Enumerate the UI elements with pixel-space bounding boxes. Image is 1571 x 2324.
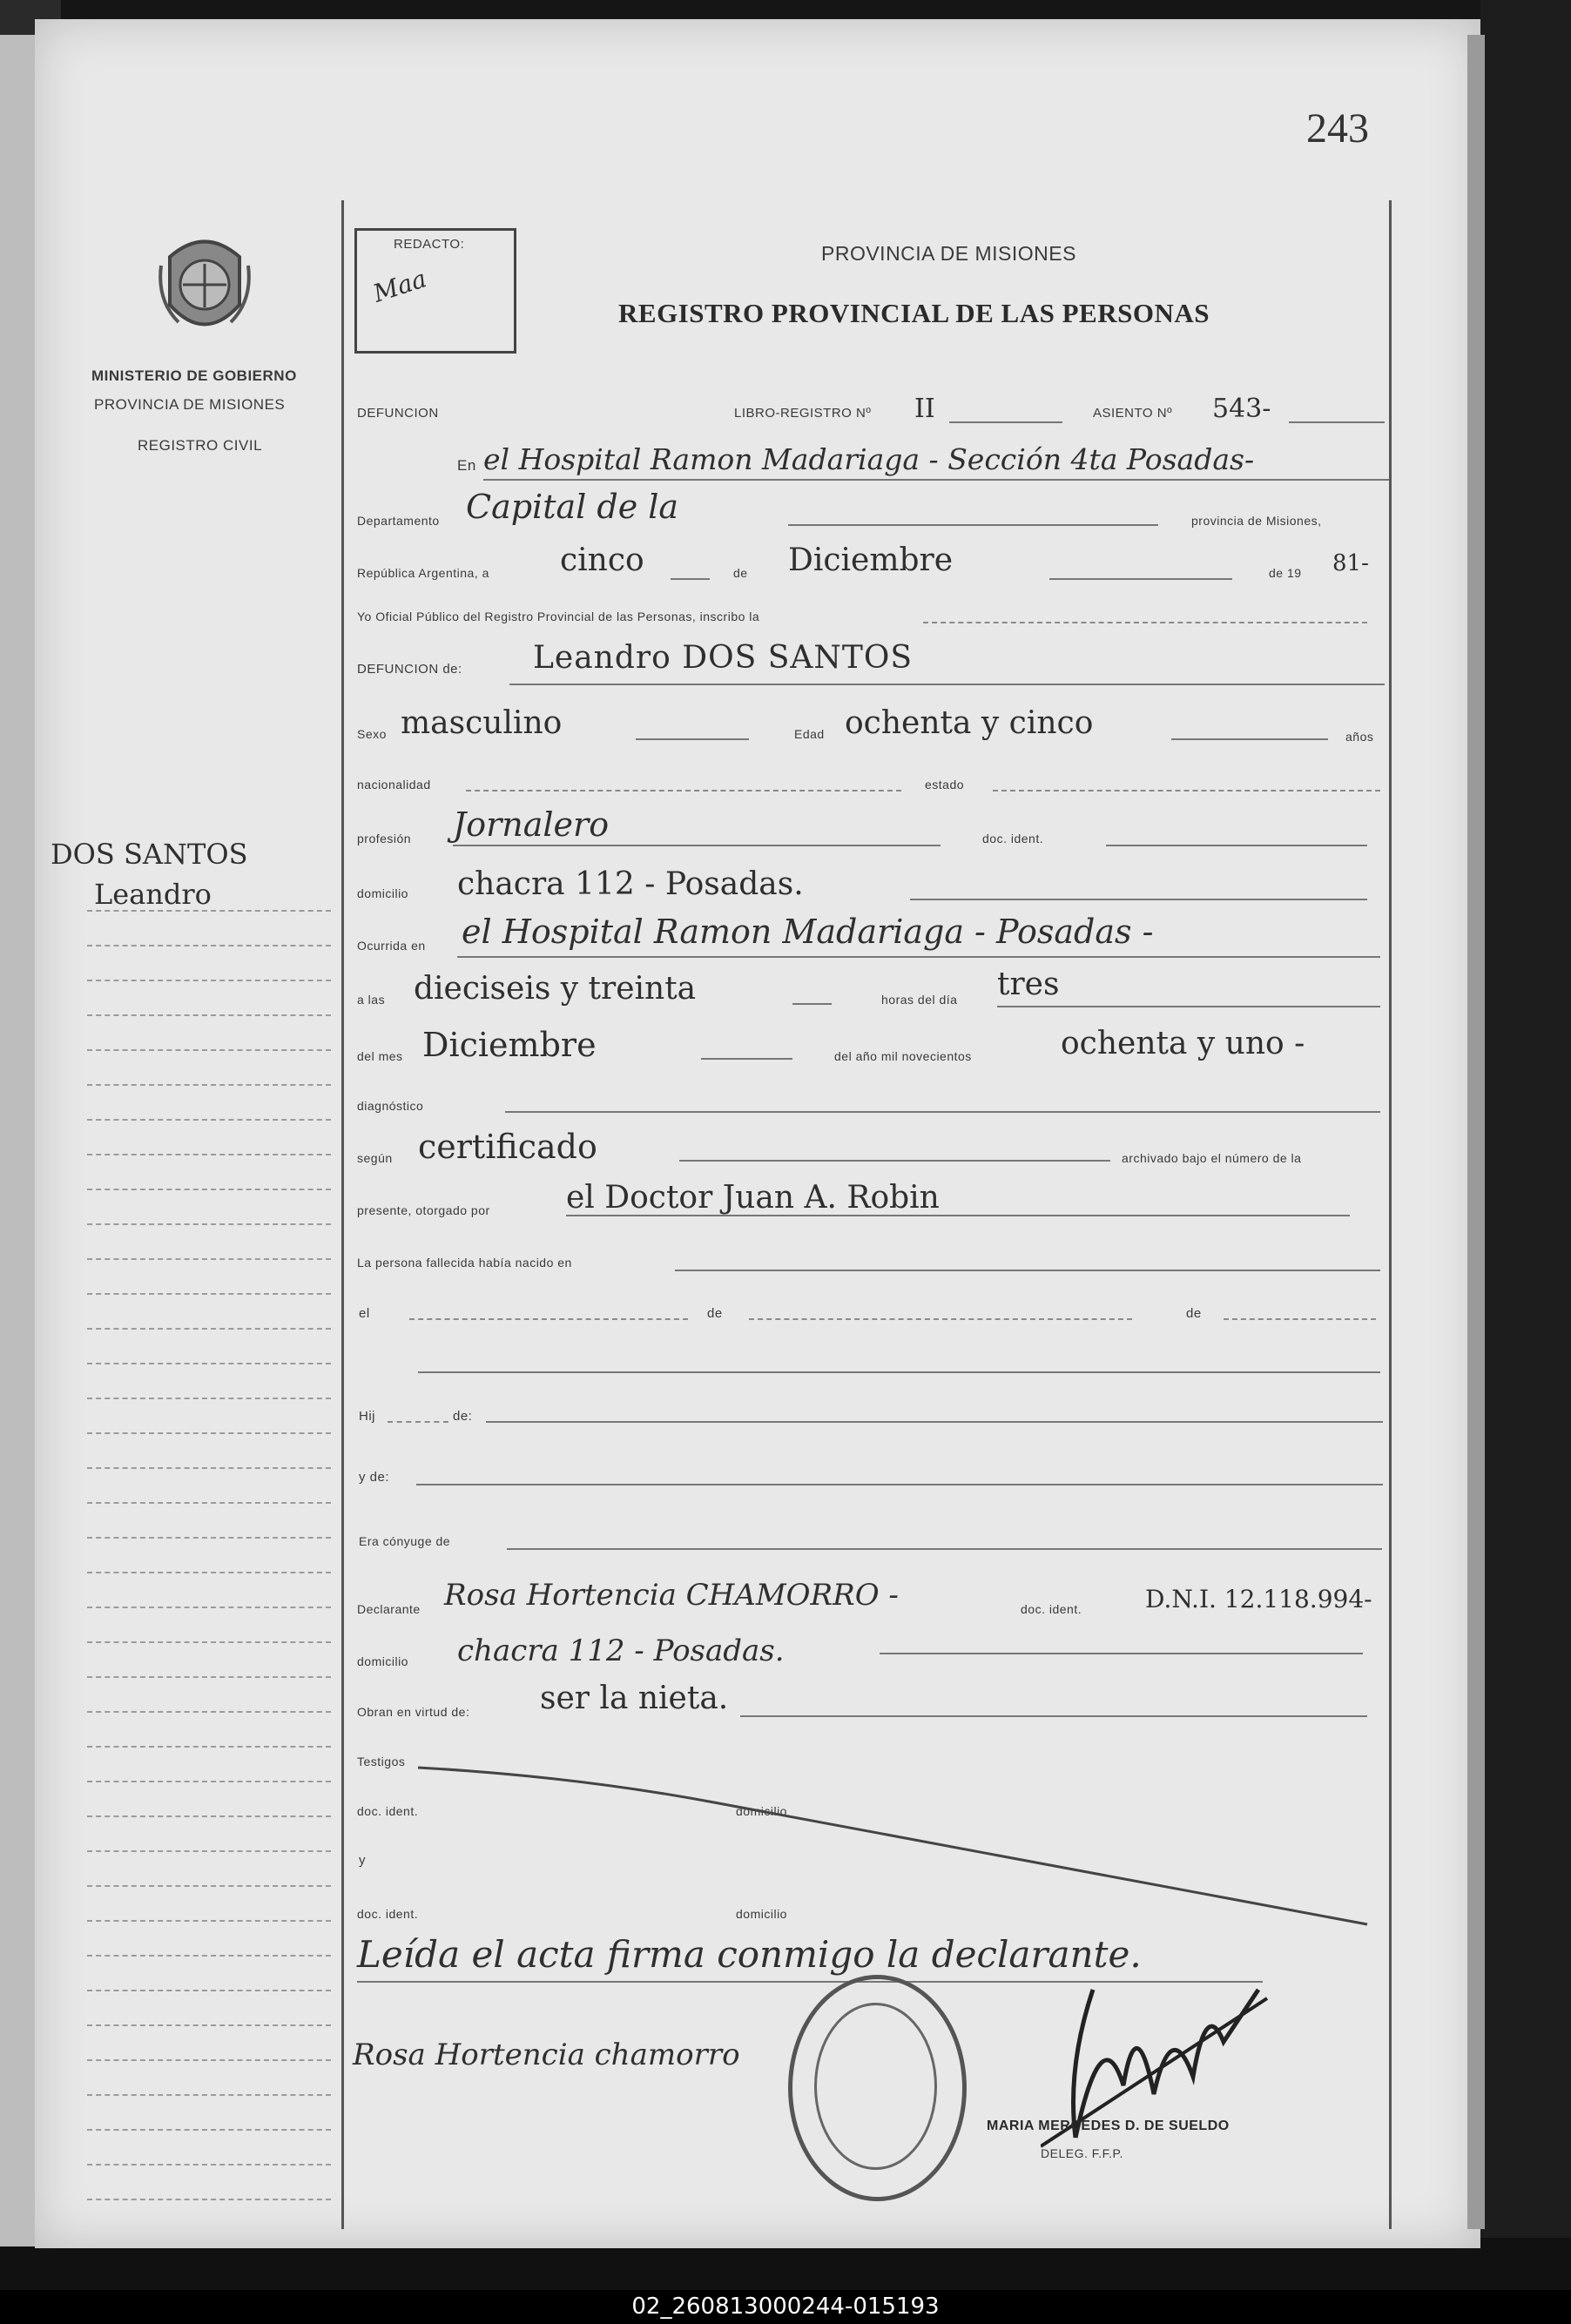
margin-rule [87, 1432, 331, 1434]
sexo-rule [636, 738, 749, 740]
domicilio-rule [910, 899, 1367, 900]
margin-rule [87, 1258, 331, 1260]
anio-label: del año mil novecientos [834, 1049, 972, 1063]
margin-rule [87, 1293, 331, 1295]
obran-label: Obran en virtud de: [357, 1705, 470, 1719]
profesion-label: profesión [357, 832, 412, 845]
en-rule [483, 479, 1389, 481]
officer-name: MARIA MERCEDES D. DE SUELDO [987, 2119, 1230, 2133]
redacto-initials: Maa [369, 264, 430, 308]
dia-rule [671, 578, 710, 580]
margin-rule [87, 980, 331, 981]
sheet-edge [1467, 35, 1485, 2229]
de2-label: de [707, 1306, 723, 1321]
deceased-name: Leandro DOS SANTOS [533, 640, 914, 676]
profesion-rule [453, 845, 941, 846]
margin-rule [87, 945, 331, 946]
edad-label: Edad [794, 727, 825, 741]
de2-rule [749, 1318, 1132, 1320]
record-type-label: DEFUNCION [357, 406, 439, 421]
margin-rule [87, 1502, 331, 1504]
libro-value: II [914, 394, 935, 424]
dia2-rule [997, 1006, 1380, 1007]
edad-rule [1171, 738, 1328, 740]
image-id-label: 02_260813000244-015193 [0, 2290, 1571, 2324]
officer-title: DELEG. F.F.P. [1041, 2146, 1123, 2160]
province-header: PROVINCIA DE MISIONES [821, 242, 1076, 265]
de-label: de [733, 566, 748, 580]
departamento-label: Departamento [357, 514, 440, 528]
obran-value: ser la nieta. [540, 1681, 729, 1716]
de3-label: de [1186, 1306, 1202, 1321]
nacido-label: La persona fallecida había nacido en [357, 1256, 572, 1270]
margin-rule [87, 1607, 331, 1608]
asiento-value: 543- [1212, 394, 1271, 424]
declarante-label: Declarante [357, 1602, 421, 1616]
margin-rule [87, 1781, 331, 1782]
el-label: el [359, 1306, 370, 1321]
coat-of-arms-icon [157, 231, 253, 344]
asiento-rule [1289, 421, 1385, 423]
hij-rule [388, 1421, 448, 1423]
anio2-value: ochenta y uno - [1061, 1026, 1305, 1061]
ocurrida-value: el Hospital Ramon Madariaga - Posadas - [462, 913, 1154, 951]
mes-rule [1049, 578, 1232, 580]
ocurrida-label: Ocurrida en [357, 939, 426, 953]
presente-value: el Doctor Juan A. Robin [566, 1180, 940, 1216]
doc-ident2-label: doc. ident. [1021, 1602, 1082, 1616]
name-rule [509, 684, 1385, 685]
en-label: En [457, 457, 476, 474]
page-number: 243 [1306, 105, 1369, 152]
profesion-value: Jornalero [453, 805, 610, 844]
horas-value: dieciseis y treinta [414, 971, 697, 1007]
margin-rule [87, 1746, 331, 1748]
registry-seal-inner [814, 2003, 937, 2170]
margin-rule [87, 2164, 331, 2166]
margin-rule [87, 1398, 331, 1399]
margin-rule [87, 1850, 331, 1852]
domicilio2-label: domicilio [357, 1654, 408, 1668]
province-name-left: PROVINCIA DE MISIONES [94, 396, 286, 413]
el-rule [409, 1318, 688, 1320]
margin-rule [87, 1885, 331, 1887]
scan-background-right [1480, 0, 1571, 2324]
segun-label: según [357, 1151, 393, 1165]
segun-rule [679, 1160, 1110, 1162]
domicilio3-label: domicilio [736, 1804, 787, 1818]
sexo-value: masculino [401, 705, 563, 741]
margin-rule [87, 2024, 331, 2026]
hij-label: Hij [359, 1409, 375, 1424]
de3-rule [1224, 1318, 1376, 1320]
redacto-label: REDACTO: [394, 237, 465, 252]
defuncion-de-label: DEFUNCION de: [357, 662, 462, 677]
margin-rule [87, 910, 331, 912]
delmes-label: del mes [357, 1049, 403, 1063]
presente-label: presente, otorgado por [357, 1203, 490, 1217]
margin-rule [87, 1189, 331, 1190]
margin-rule [87, 1014, 331, 1016]
libro-rule [949, 421, 1062, 423]
doc-ident4-label: doc. ident. [357, 1907, 419, 1921]
domicilio4-label: domicilio [736, 1907, 787, 1921]
mes2-value: Diciembre [422, 1026, 597, 1064]
anos-label: años [1345, 730, 1374, 744]
margin-rule [87, 1154, 331, 1155]
domicilio-value: chacra 112 - Posadas. [457, 866, 804, 902]
ocurrida-rule [457, 956, 1380, 958]
margin-rule [87, 2059, 331, 2061]
estado-label: estado [925, 778, 965, 792]
leida-text: Leída el acta firma conmigo la declarante. [357, 1933, 1142, 1976]
margin-rule [87, 1815, 331, 1817]
birth-extra-rule [418, 1371, 1380, 1373]
margin-rule [87, 2094, 331, 2096]
anio-value: 81- [1332, 550, 1369, 576]
margin-note-surname: DOS SANTOS [51, 838, 248, 871]
horas-rule [792, 1003, 832, 1005]
y-label: y [359, 1853, 366, 1868]
margin-rule [87, 1955, 331, 1957]
conyuge-label: Era cónyuge de [359, 1534, 451, 1548]
provincia-label: provincia de Misiones, [1191, 514, 1322, 528]
ministry-name: MINISTERIO DE GOBIERNO [91, 367, 297, 384]
margin-rule [87, 1084, 331, 1086]
dia2-value: tres [997, 967, 1060, 1002]
diagnostico-label: diagnóstico [357, 1099, 424, 1113]
domicilio-label: domicilio [357, 886, 408, 900]
margin-rule [87, 1223, 331, 1225]
diagnostico-rule [505, 1111, 1380, 1113]
domicilio2-value: chacra 112 - Posadas. [457, 1634, 785, 1668]
domicilio2-rule [880, 1653, 1363, 1654]
departamento-rule [788, 524, 1158, 526]
form-left-border [341, 200, 344, 2229]
margin-rule [87, 1537, 331, 1539]
margin-rule [87, 1641, 331, 1643]
father-rule [486, 1421, 1383, 1423]
doc-ident2-value: D.N.I. 12.118.994- [1145, 1585, 1372, 1613]
mother-rule [416, 1484, 1383, 1485]
departamento-value: Capital de la [466, 488, 679, 526]
yde-label: y de: [359, 1470, 390, 1485]
alas-label: a las [357, 993, 386, 1007]
obran-rule [740, 1715, 1367, 1717]
margin-rule [87, 1119, 331, 1121]
hij-de-label: de: [453, 1409, 473, 1424]
margin-rule [87, 1711, 331, 1713]
oficial-text: Yo Oficial Público del Registro Provincial de las Personas, inscribo la [357, 610, 760, 623]
nacido-rule [675, 1270, 1380, 1271]
margin-note-given-name: Leandro [94, 878, 212, 911]
declarante-value: Rosa Hortencia CHAMORRO - [444, 1578, 899, 1613]
mes2-rule [701, 1058, 792, 1060]
margin-rule [87, 1467, 331, 1469]
margin-rule [87, 2129, 331, 2131]
testigos-label: Testigos [357, 1755, 406, 1768]
doc-ident3-label: doc. ident. [357, 1804, 419, 1818]
asiento-label: ASIENTO Nº [1093, 406, 1173, 421]
margin-rule [87, 1572, 331, 1573]
margin-rule [87, 1676, 331, 1678]
margin-rule [87, 1920, 331, 1922]
sexo-label: Sexo [357, 727, 387, 741]
margin-rule [87, 2199, 331, 2200]
nacionalidad-rule [466, 790, 901, 792]
archivado-label: archivado bajo el número de la [1122, 1151, 1302, 1165]
declarant-signature: Rosa Hortencia chamorro [353, 2038, 740, 2072]
horas-label: horas del día [881, 993, 958, 1007]
segun-value: certificado [418, 1128, 597, 1166]
margin-rule [87, 1990, 331, 1991]
edad-value: ochenta y cinco [845, 705, 1094, 741]
doc-ident-rule [1106, 845, 1367, 846]
registry-title: REGISTRO PROVINCIAL DE LAS PERSONAS [618, 298, 1210, 328]
doc-ident-label: doc. ident. [982, 832, 1044, 845]
en-value: el Hospital Ramon Madariaga - Sección 4ta Posadas- [483, 442, 1255, 476]
margin-rule [87, 1328, 331, 1330]
republica-label: República Argentina, a [357, 566, 489, 580]
dia-value: cinco [560, 542, 644, 578]
margin-rule [87, 1049, 331, 1051]
presente-rule [566, 1215, 1350, 1216]
conyuge-rule [507, 1548, 1382, 1550]
libro-label: LIBRO-REGISTRO Nº [734, 406, 872, 421]
mes-value: Diciembre [788, 542, 954, 578]
witness-strike-line [348, 1750, 1393, 1942]
civil-registry-label: REGISTRO CIVIL [138, 437, 263, 454]
nacionalidad-label: nacionalidad [357, 778, 431, 792]
estado-rule [993, 790, 1380, 792]
oficial-rule [923, 622, 1367, 623]
margin-rule [87, 1363, 331, 1364]
de19-label: de 19 [1269, 566, 1302, 580]
